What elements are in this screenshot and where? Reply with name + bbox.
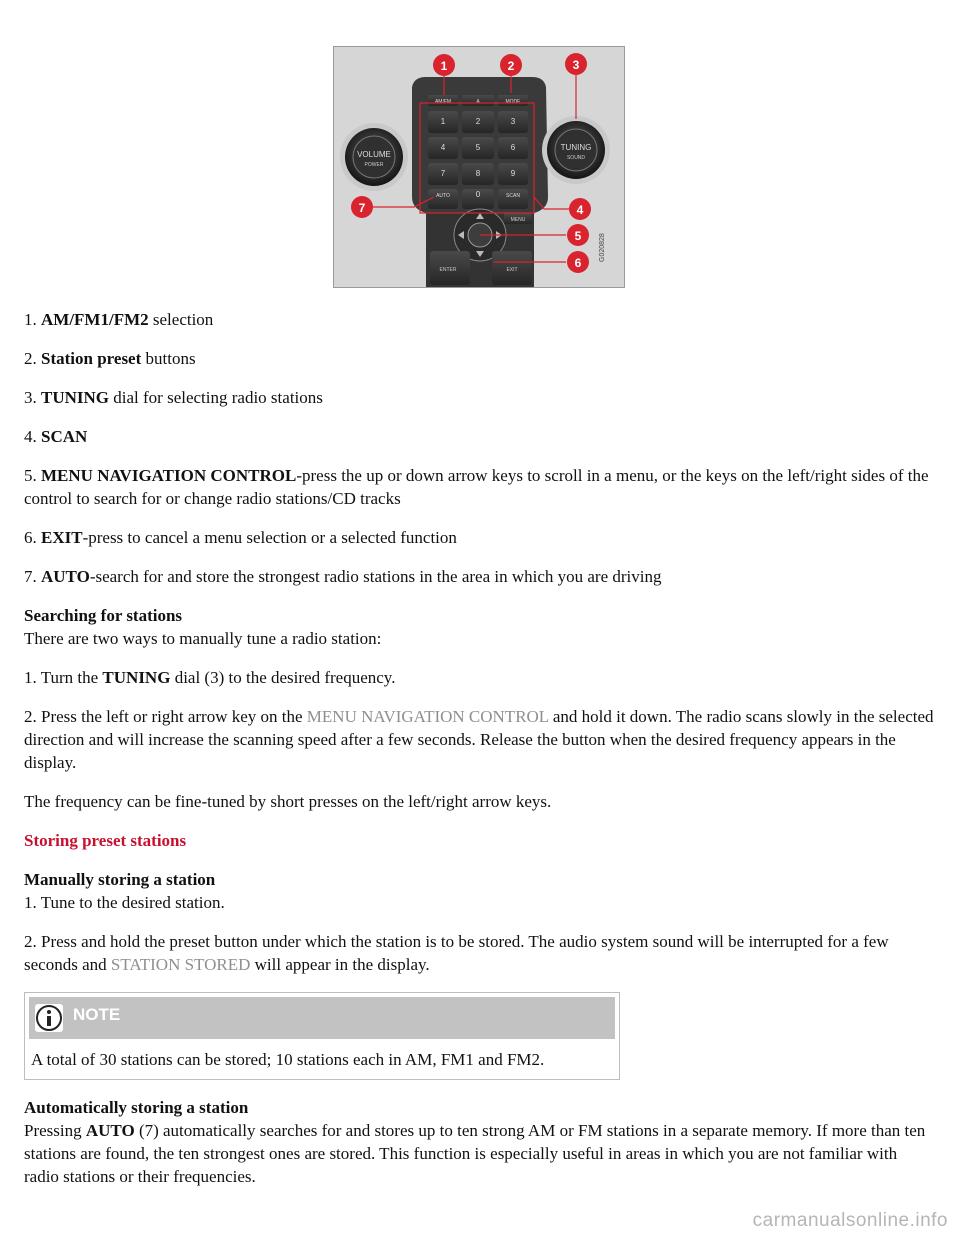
section-link-heading[interactable]: Storing preset stations (24, 831, 187, 850)
note-header (29, 997, 615, 1039)
volume-knob (340, 123, 408, 191)
svg-text:1: 1 (440, 117, 446, 126)
svg-text:G020828: G020828 (599, 233, 606, 262)
svg-text:POWER: POWER (364, 162, 384, 168)
svg-text:MENU: MENU (510, 217, 526, 223)
svg-text:6: 6 (574, 256, 582, 270)
svg-text:5: 5 (574, 229, 582, 243)
section-heading: Manually storing a station (24, 870, 216, 889)
svg-text:2: 2 (475, 117, 481, 126)
section-heading: Searching for stations (24, 606, 183, 625)
paragraph: 2. Press the left or right arrow key on the MENU NAVIGATION CONTROL and hold it down. The radio scans slowly in the selected direction and will increase the scanning speed after a few seconds. Release the button when the desired frequency appears in the display. (24, 707, 934, 772)
info-icon (35, 1004, 63, 1032)
watermark: carmanualsonline.info (752, 1210, 948, 1231)
paragraph: Pressing AUTO (7) automatically searches for and stores up to ten strong AM or FM stations in a separate memory. If more than ten stations are found, the ten strongest ones are stored. This function is especially useful in areas in which you are not familiar with radio stations or their frequencies. (24, 1121, 926, 1186)
svg-text:4: 4 (440, 143, 446, 152)
note-title: NOTE (73, 1005, 121, 1024)
svg-text:7: 7 (358, 201, 366, 215)
svg-text:3: 3 (510, 117, 516, 126)
svg-text:4: 4 (576, 203, 584, 217)
svg-text:3: 3 (572, 58, 580, 72)
paragraph: 1. Turn the TUNING dial (3) to the desired frequency. (24, 668, 396, 687)
svg-text:AM/FM: AM/FM (434, 99, 452, 105)
paragraph: The frequency can be fine-tuned by short presses on the left/right arrow keys. (24, 792, 552, 811)
svg-text:VOLUME: VOLUME (357, 150, 391, 159)
radio-panel-drawing (334, 47, 624, 287)
list-item: 2. Station preset buttons (24, 349, 196, 368)
svg-text:SCAN: SCAN (506, 193, 520, 199)
list-item: 7. AUTO-search for and store the strongest radio stations in the area in which you are driving (24, 567, 662, 586)
svg-text:ENTER: ENTER (439, 267, 457, 273)
svg-text:7: 7 (440, 169, 446, 178)
paragraph: There are two ways to manually tune a radio station: (24, 629, 382, 648)
svg-text:EXIT: EXIT (506, 267, 518, 273)
svg-text:1: 1 (440, 59, 448, 73)
radio-panel-figure (333, 46, 625, 288)
note-body: A total of 30 stations can be stored; 10 stations each in AM, FM1 and FM2. (31, 1050, 545, 1069)
list-item: 3. TUNING dial for selecting radio stations (24, 388, 323, 407)
svg-text:SOUND: SOUND (566, 155, 586, 161)
svg-text:6: 6 (510, 143, 516, 152)
section-heading: Automatically storing a station (24, 1098, 249, 1117)
svg-text:A: A (476, 99, 480, 105)
paragraph: 1. Tune to the desired station. (24, 893, 225, 912)
svg-text:5: 5 (475, 143, 481, 152)
svg-text:AUTO: AUTO (436, 193, 450, 199)
document-body (24, 308, 936, 1188)
svg-text:0: 0 (475, 190, 481, 199)
svg-text:2: 2 (507, 59, 515, 73)
svg-text:9: 9 (510, 169, 516, 178)
tuning-knob (542, 116, 610, 184)
list-item: 4. SCAN (24, 427, 88, 446)
list-item: 5. MENU NAVIGATION CONTROL-press the up or down arrow keys to scroll in a menu, or the keys on the left/right sides of the control to search for or change radio stations/CD tracks (24, 466, 929, 508)
svg-text:8: 8 (475, 169, 481, 178)
paragraph: 2. Press and hold the preset button under which the station is to be stored. The audio system sound will be interrupted for a few seconds and STATION STORED will appear in the display. (24, 932, 889, 974)
list-item: 1. AM/FM1/FM2 selection (24, 310, 214, 329)
svg-text:TUNING: TUNING (560, 143, 592, 152)
list-item: 6. EXIT-press to cancel a menu selection or a selected function (24, 528, 457, 547)
svg-text:MODE: MODE (505, 99, 521, 105)
note-box (24, 992, 620, 1080)
